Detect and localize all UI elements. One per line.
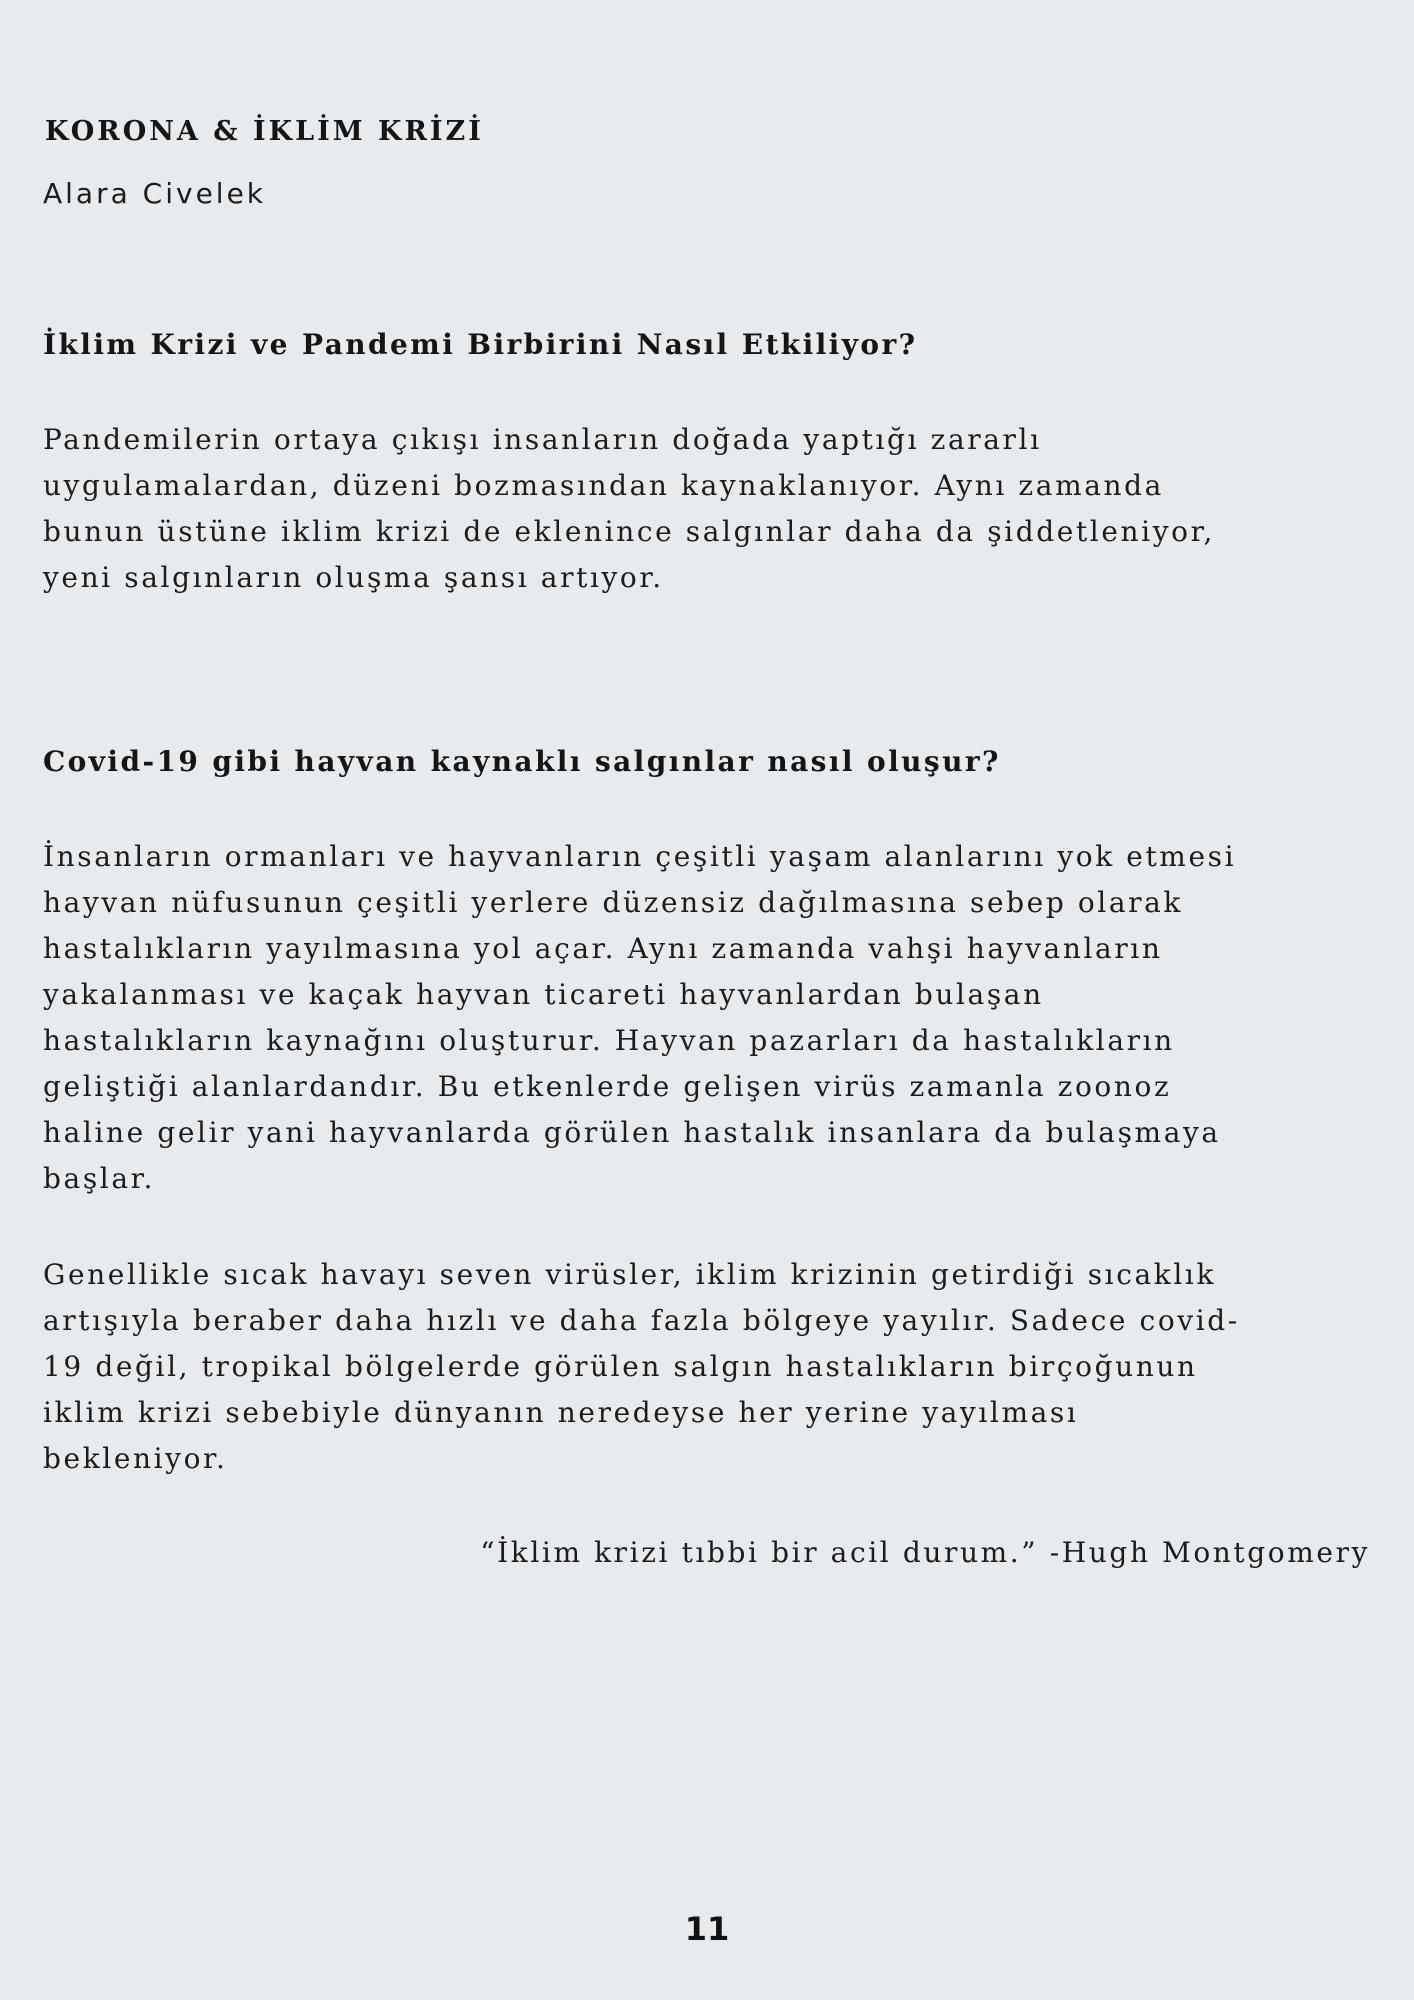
text-line: bekleniyor. bbox=[43, 1442, 228, 1475]
text-line: uygulamalardan, düzeni bozmasından kaynaklanıyor. Aynı zamanda bbox=[43, 469, 1164, 502]
text-line: iklim krizi sebebiyle dünyanın neredeyse her yerine yayılması bbox=[43, 1396, 1079, 1429]
closing-quote: “İklim krizi tıbbi bir acil durum.” -Hugh Montgomery bbox=[480, 1536, 1370, 1569]
text-line: bunun üstüne iklim krizi de eklenince salgınlar daha da şiddetleniyor, bbox=[43, 515, 1215, 548]
page-number: 11 bbox=[684, 1910, 730, 1948]
text-line: 19 değil, tropikal bölgelerde görülen salgın hastalıkların birçoğunun bbox=[43, 1350, 1198, 1383]
article-author: Alara Civelek bbox=[43, 177, 267, 210]
paragraph-heat-viruses bbox=[43, 1252, 1373, 1482]
text-line: haline gelir yani hayvanlarda görülen hastalık insanlara da bulaşmaya bbox=[43, 1116, 1221, 1149]
text-line: hastalıkların kaynağını oluşturur. Hayvan pazarları da hastalıkların bbox=[43, 1024, 1175, 1057]
text-line: hastalıkların yayılmasına yol açar. Aynı zamanda vahşi hayvanların bbox=[43, 932, 1163, 965]
section-heading-climate-pandemic: İklim Krizi ve Pandemi Birbirini Nasıl Etkiliyor? bbox=[43, 328, 918, 361]
text-line: geliştiği alanlardandır. Bu etkenlerde gelişen virüs zamanla zoonoz bbox=[43, 1070, 1172, 1103]
text-line: yeni salgınların oluşma şansı artıyor. bbox=[43, 561, 664, 594]
text-line: yakalanması ve kaçak hayvan ticareti hayvanlardan bulaşan bbox=[43, 978, 1044, 1011]
text-line: İnsanların ormanları ve hayvanların çeşitli yaşam alanlarını yok etmesi bbox=[43, 840, 1237, 873]
article-title: KORONA & İKLİM KRİZİ bbox=[45, 116, 484, 147]
section-heading-animal-origin: Covid-19 gibi hayvan kaynaklı salgınlar nasıl oluşur? bbox=[43, 745, 1001, 778]
paragraph-animal-origin bbox=[43, 834, 1373, 1202]
text-line: Genellikle sıcak havayı seven virüsler, iklim krizinin getirdiği sıcaklık bbox=[43, 1258, 1217, 1291]
text-line: artışıyla beraber daha hızlı ve daha fazla bölgeye yayılır. Sadece covid- bbox=[43, 1304, 1240, 1337]
text-line: başlar. bbox=[43, 1162, 156, 1195]
text-line: Pandemilerin ortaya çıkışı insanların doğada yaptığı zararlı bbox=[43, 423, 1042, 456]
text-line: hayvan nüfusunun çeşitli yerlere düzensiz dağılmasına sebep olarak bbox=[43, 886, 1183, 919]
paragraph-climate-pandemic bbox=[43, 417, 1373, 601]
